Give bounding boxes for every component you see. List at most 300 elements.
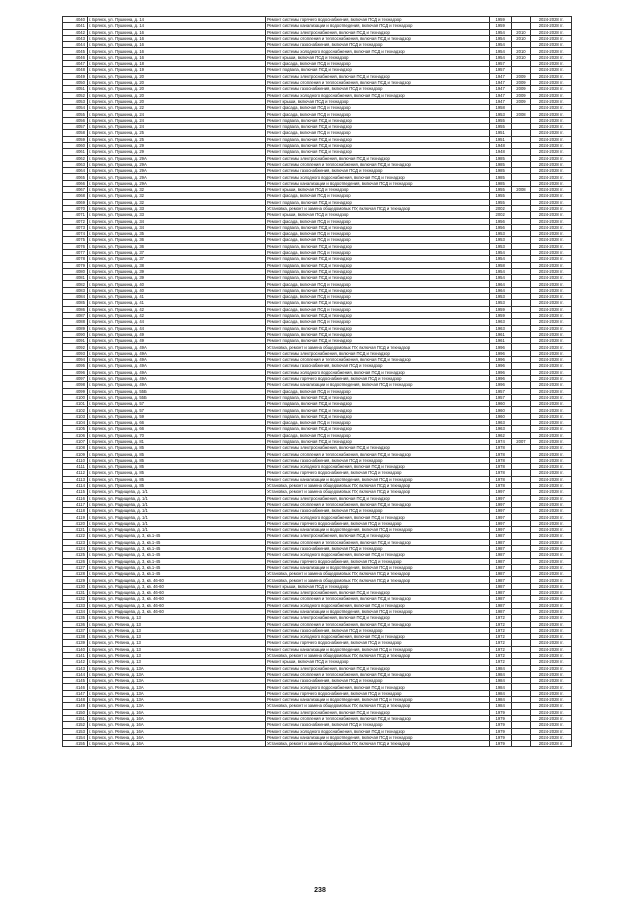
table-row [63, 369, 572, 375]
planned-period-cell: 2024-2028 гг. [531, 357, 572, 363]
planned-period-cell: 2024-2028 гг. [531, 489, 572, 495]
work-type-cell: Ремонт системы электроснабжения, включая ПСД и технадзор [265, 533, 489, 539]
row-number: 4130 [63, 583, 88, 589]
planned-period-cell: 2024-2028 гг. [531, 199, 572, 205]
table-row [63, 42, 572, 48]
planned-period-cell: 2024-2028 гг. [531, 287, 572, 293]
build-year-cell: 1987 [489, 577, 511, 583]
row-number: 4122 [63, 533, 88, 539]
planned-period-cell: 2024-2028 гг. [531, 294, 572, 300]
row-number: 4077 [63, 249, 88, 255]
planned-period-cell: 2024-2028 гг. [531, 117, 572, 123]
planned-period-cell: 2024-2028 гг. [531, 193, 572, 199]
table-row [63, 331, 572, 337]
row-number: 4126 [63, 558, 88, 564]
work-type-cell: Ремонт подвала, включая ПСД и технадзор [265, 199, 489, 205]
table-row [63, 728, 572, 734]
row-number: 4145 [63, 678, 88, 684]
planned-period-cell: 2024-2028 гг. [531, 577, 572, 583]
planned-period-cell: 2024-2028 гг. [531, 111, 572, 117]
row-number: 4060 [63, 142, 88, 148]
planned-period-cell: 2024-2028 гг. [531, 268, 572, 274]
row-number: 4113 [63, 476, 88, 482]
address-cell: г. Брянск, ул. Радищева, д. 3, кв. 46-60 [87, 602, 265, 608]
work-type-cell: Ремонт подвала, включая ПСД и технадзор [265, 401, 489, 407]
build-year-cell: 1957 [489, 61, 511, 67]
table-row [63, 401, 572, 407]
address-cell: г. Брянск, ул. Пушкина, д. 29А [87, 161, 265, 167]
table-row [63, 231, 572, 237]
row-number: 4133 [63, 602, 88, 608]
work-type-cell: Ремонт крыши, включая ПСД и технадзор [265, 583, 489, 589]
build-year-cell: 1985 [489, 174, 511, 180]
work-type-cell: Ремонт подвала, включая ПСД и технадзор [265, 67, 489, 73]
planned-period-cell: 2024-2028 гг. [531, 545, 572, 551]
address-cell: г. Брянск, ул. Радищева, д. 3, кв.1-45 [87, 571, 265, 577]
planned-period-cell: 2024-2028 гг. [531, 583, 572, 589]
build-year-cell: 1947 [489, 73, 511, 79]
planned-period-cell: 2024-2028 гг. [531, 438, 572, 444]
table-row [63, 48, 572, 54]
build-year-cell: 1987 [489, 539, 511, 545]
row-number: 4102 [63, 407, 88, 413]
address-cell: г. Брянск, ул. Пушкина, д. 49А [87, 344, 265, 350]
last-repair-cell: 2010 [511, 54, 531, 60]
work-type-cell: Ремонт системы горячего водоснабжения, включая ПСД и технадзор [265, 558, 489, 564]
address-cell: г. Брянск, ул. Пушкина, д. 39 [87, 275, 265, 281]
build-year-cell: 1953 [489, 300, 511, 306]
planned-period-cell: 2024-2028 гг. [531, 470, 572, 476]
address-cell: г. Брянск, ул. Радищева, д. 3, кв. 46-60 [87, 596, 265, 602]
build-year-cell: 1978 [489, 482, 511, 488]
row-number: 4146 [63, 684, 88, 690]
build-year-cell: 1978 [489, 470, 511, 476]
row-number: 4061 [63, 149, 88, 155]
work-type-cell: Ремонт системы отопления и теплоснабжения, включая ПСД и технадзор [265, 501, 489, 507]
row-number: 4104 [63, 420, 88, 426]
work-type-cell: Ремонт подвала, включая ПСД и технадзор [265, 136, 489, 142]
row-number: 4069 [63, 199, 88, 205]
build-year-cell: 1954 [489, 48, 511, 54]
build-year-cell: 1987 [489, 583, 511, 589]
build-year-cell: 1996 [489, 369, 511, 375]
address-cell: г. Брянск, ул. Пушкина, д. 85 [87, 482, 265, 488]
address-cell: г. Брянск, ул. Пушкина, д. 33 [87, 212, 265, 218]
last-repair-cell: 2009 [511, 86, 531, 92]
work-type-cell: Ремонт фасада, включая ПСД и технадзор [265, 130, 489, 136]
planned-period-cell: 2024-2028 гг. [531, 715, 572, 721]
table-row [63, 338, 572, 344]
planned-period-cell: 2024-2028 гг. [531, 665, 572, 671]
row-number: 4154 [63, 734, 88, 740]
address-cell: г. Брянск, ул. Репина, д. 13 [87, 621, 265, 627]
row-number: 4103 [63, 413, 88, 419]
build-year-cell: 1958 [489, 262, 511, 268]
work-type-cell: Ремонт подвала, включая ПСД и технадзор [265, 124, 489, 130]
address-cell: г. Брянск, ул. Пушкина, д. 29А [87, 180, 265, 186]
build-year-cell: 1953 [489, 111, 511, 117]
address-cell: г. Брянск, ул. Пушкина, д. 41 [87, 294, 265, 300]
planned-period-cell: 2024-2028 гг. [531, 564, 572, 570]
table-row [63, 98, 572, 104]
planned-period-cell: 2024-2028 гг. [531, 142, 572, 148]
work-type-cell: Ремонт фасада, включая ПСД и технадзор [265, 105, 489, 111]
table-row [63, 583, 572, 589]
planned-period-cell: 2024-2028 гг. [531, 646, 572, 652]
row-number: 4040 [63, 17, 88, 23]
row-number: 4057 [63, 124, 88, 130]
work-type-cell: Ремонт фасада, включая ПСД и технадзор [265, 388, 489, 394]
table-row [63, 533, 572, 539]
work-type-cell: Ремонт системы канализации и водоотведения, включая ПСД и технадзор [265, 564, 489, 570]
work-type-cell: Ремонт системы канализации и водоотведения, включая ПСД и технадзор [265, 734, 489, 740]
table-row [63, 23, 572, 29]
planned-period-cell: 2024-2028 гг. [531, 413, 572, 419]
build-year-cell: 1954 [489, 256, 511, 262]
build-year-cell: 1953 [489, 237, 511, 243]
row-number: 4148 [63, 697, 88, 703]
work-type-cell: Ремонт системы газоснабжения, включая ПСД и технадзор [265, 168, 489, 174]
work-type-cell: Ремонт системы отопления и теплоснабжения, включая ПСД и технадзор [265, 596, 489, 602]
planned-period-cell: 2024-2028 гг. [531, 187, 572, 193]
table-row [63, 608, 572, 614]
row-number: 4152 [63, 722, 88, 728]
build-year-cell: 1984 [489, 671, 511, 677]
work-type-cell: Ремонт подвала, включая ПСД и технадзор [265, 275, 489, 281]
row-number: 4149 [63, 703, 88, 709]
build-year-cell: 1985 [489, 168, 511, 174]
row-number: 4076 [63, 243, 88, 249]
work-type-cell: Ремонт крыши, включая ПСД и технадзор [265, 187, 489, 193]
table-row [63, 130, 572, 136]
work-type-cell: Ремонт системы газоснабжения, включая ПСД и технадзор [265, 508, 489, 514]
table-row [63, 35, 572, 41]
row-number: 4121 [63, 527, 88, 533]
row-number: 4070 [63, 205, 88, 211]
planned-period-cell: 2024-2028 гг. [531, 684, 572, 690]
build-year-cell: 1997 [489, 495, 511, 501]
table-row [63, 413, 572, 419]
planned-period-cell: 2024-2028 гг. [531, 48, 572, 54]
work-type-cell: Ремонт системы холодного водоснабжения, включая ПСД и технадзор [265, 514, 489, 520]
table-row [63, 174, 572, 180]
build-year-cell: 1955 [489, 187, 511, 193]
planned-period-cell: 2024-2028 гг. [531, 306, 572, 312]
build-year-cell: 1984 [489, 703, 511, 709]
work-type-cell: Ремонт системы электроснабжения, включая ПСД и технадзор [265, 495, 489, 501]
address-cell: г. Брянск, ул. Пушкина, д. 14 [87, 17, 265, 23]
build-year-cell: 1997 [489, 514, 511, 520]
address-cell: г. Брянск, ул. Репина, д. 13 [87, 659, 265, 665]
address-cell: г. Брянск, ул. Пушкина, д. 39 [87, 268, 265, 274]
build-year-cell: 1987 [489, 608, 511, 614]
address-cell: г. Брянск, ул. Пушкина, д. 59 [87, 413, 265, 419]
address-cell: г. Брянск, ул. Пушкина, д. 20 [87, 79, 265, 85]
row-number: 4049 [63, 73, 88, 79]
address-cell: г. Брянск, ул. Пушкина, д. 81 [87, 438, 265, 444]
table-row [63, 168, 572, 174]
row-number: 4084 [63, 294, 88, 300]
work-type-cell: Ремонт системы электроснабжения, включая ПСД и технадзор [265, 155, 489, 161]
row-number: 4106 [63, 432, 88, 438]
table-row [63, 394, 572, 400]
work-type-cell: Ремонт системы отопления и теплоснабжения, включая ПСД и технадзор [265, 451, 489, 457]
work-type-cell: Ремонт системы канализации и водоотведения, включая ПСД и технадзор [265, 697, 489, 703]
planned-period-cell: 2024-2028 гг. [531, 256, 572, 262]
table-row [63, 552, 572, 558]
address-cell: г. Брянск, ул. Пушкина, д. 57 [87, 407, 265, 413]
row-number: 4092 [63, 344, 88, 350]
row-number: 4143 [63, 665, 88, 671]
work-type-cell: Ремонт подвала, включая ПСД и технадзор [265, 268, 489, 274]
address-cell: г. Брянск, ул. Пушкина, д. 16 [87, 29, 265, 35]
build-year-cell: 1979 [489, 709, 511, 715]
build-year-cell: 1963 [489, 426, 511, 432]
table-row [63, 558, 572, 564]
address-cell: г. Брянск, ул. Пушкина, д. 37 [87, 256, 265, 262]
build-year-cell: 1987 [489, 545, 511, 551]
planned-period-cell: 2024-2028 гг. [531, 86, 572, 92]
build-year-cell: 1979 [489, 722, 511, 728]
planned-period-cell: 2024-2028 гг. [531, 17, 572, 23]
row-number: 4112 [63, 470, 88, 476]
build-year-cell: 1985 [489, 180, 511, 186]
build-year-cell: 1963 [489, 319, 511, 325]
address-cell: г. Брянск, ул. Пушкина, д. 16 [87, 35, 265, 41]
address-cell: г. Брянск, ул. Репина, д. 13А [87, 665, 265, 671]
table-row [63, 690, 572, 696]
table-row [63, 432, 572, 438]
row-number: 4150 [63, 709, 88, 715]
build-year-cell: 1957 [489, 388, 511, 394]
row-number: 4138 [63, 634, 88, 640]
work-type-cell: Установка, ремонт и замена общедомовых ПУ, включая ПСД и технадзор [265, 482, 489, 488]
table-row [63, 73, 572, 79]
planned-period-cell: 2024-2028 гг. [531, 728, 572, 734]
planned-period-cell: 2024-2028 гг. [531, 539, 572, 545]
address-cell: г. Брянск, ул. Пушкина, д. 19 [87, 67, 265, 73]
build-year-cell: 1972 [489, 621, 511, 627]
row-number: 4123 [63, 539, 88, 545]
address-cell: г. Брянск, ул. Пушкина, д. 22 [87, 105, 265, 111]
row-number: 4079 [63, 262, 88, 268]
planned-period-cell: 2024-2028 гг. [531, 363, 572, 369]
table-row [63, 17, 572, 23]
planned-period-cell: 2024-2028 гг. [531, 482, 572, 488]
work-type-cell: Ремонт системы отопления и теплоснабжения, включая ПСД и технадзор [265, 715, 489, 721]
table-row [63, 155, 572, 161]
row-number: 4064 [63, 168, 88, 174]
work-type-cell: Ремонт подвала, включая ПСД и технадзор [265, 287, 489, 293]
row-number: 4114 [63, 482, 88, 488]
work-type-cell: Ремонт фасада, включая ПСД и технадзор [265, 319, 489, 325]
address-cell: г. Брянск, ул. Репина, д. 13 [87, 615, 265, 621]
address-cell: г. Брянск, ул. Пушкина, д. 25 [87, 136, 265, 142]
row-number: 4054 [63, 105, 88, 111]
build-year-cell: 1987 [489, 602, 511, 608]
work-type-cell: Ремонт подвала, включая ПСД и технадзор [265, 426, 489, 432]
address-cell: г. Брянск, ул. Пушкина, д. 42 [87, 312, 265, 318]
last-repair-cell [511, 741, 531, 747]
build-year-cell: 1972 [489, 659, 511, 665]
table-row [63, 212, 572, 218]
build-year-cell: 1961 [489, 331, 511, 337]
work-type-cell: Ремонт подвала, включая ПСД и технадзор [265, 407, 489, 413]
address-cell: г. Брянск, ул. Пушкина, д. 29 [87, 142, 265, 148]
table-row [63, 149, 572, 155]
planned-period-cell: 2024-2028 гг. [531, 325, 572, 331]
work-type-cell: Ремонт системы холодного водоснабжения, включая ПСД и технадзор [265, 552, 489, 558]
table-row [63, 275, 572, 281]
planned-period-cell: 2024-2028 гг. [531, 155, 572, 161]
build-year-cell: 1978 [489, 476, 511, 482]
address-cell: г. Брянск, ул. Репина, д. 13 [87, 627, 265, 633]
row-number: 4055 [63, 111, 88, 117]
table-row [63, 375, 572, 381]
work-type-cell: Ремонт системы отопления и теплоснабжения, включая ПСД и технадзор [265, 357, 489, 363]
build-year-cell: 1972 [489, 615, 511, 621]
row-number: 4058 [63, 130, 88, 136]
row-number: 4056 [63, 117, 88, 123]
planned-period-cell: 2024-2028 гг. [531, 634, 572, 640]
planned-period-cell: 2024-2028 гг. [531, 652, 572, 658]
build-year-cell: 1984 [489, 684, 511, 690]
table-row [63, 224, 572, 230]
planned-period-cell: 2024-2028 гг. [531, 527, 572, 533]
planned-period-cell: 2024-2028 гг. [531, 54, 572, 60]
table-row [63, 268, 572, 274]
table-row [63, 634, 572, 640]
document-sheet [62, 16, 572, 747]
row-number: 4043 [63, 35, 88, 41]
row-number: 4136 [63, 621, 88, 627]
address-cell: г. Брянск, ул. Пушкина, д. 33 [87, 205, 265, 211]
build-year-cell: 1996 [489, 350, 511, 356]
address-cell: г. Брянск, ул. Радищева, д. 3, кв. 46-60 [87, 583, 265, 589]
row-number: 4099 [63, 388, 88, 394]
build-year-cell: 1959 [489, 17, 511, 23]
work-type-cell: Ремонт системы электроснабжения, включая ПСД и технадзор [265, 29, 489, 35]
table-row [63, 426, 572, 432]
build-year-cell: 1964 [489, 287, 511, 293]
table-row [63, 652, 572, 658]
build-year-cell: 1997 [489, 508, 511, 514]
planned-period-cell: 2024-2028 гг. [531, 659, 572, 665]
row-number: 4051 [63, 86, 88, 92]
row-number: 4083 [63, 287, 88, 293]
address-cell: г. Брянск, ул. Пушкина, д. 32 [87, 187, 265, 193]
table-body [63, 17, 572, 747]
planned-period-cell: 2024-2028 гг. [531, 35, 572, 41]
address-cell: г. Брянск, ул. Радищева, д. 3, кв.1-45 [87, 533, 265, 539]
work-type-cell: Ремонт системы канализации и водоотведения, включая ПСД и технадзор [265, 382, 489, 388]
build-year-cell: 1954 [489, 249, 511, 255]
build-year-cell: 1963 [489, 325, 511, 331]
row-number: 4111 [63, 464, 88, 470]
planned-period-cell: 2024-2028 гг. [531, 709, 572, 715]
build-year-cell: 1987 [489, 590, 511, 596]
build-year-cell: 1978 [489, 445, 511, 451]
table-row [63, 564, 572, 570]
build-year-cell: 1972 [489, 652, 511, 658]
work-type-cell: Ремонт системы холодного водоснабжения, включая ПСД и технадзор [265, 464, 489, 470]
work-type-cell: Ремонт системы холодного водоснабжения, включая ПСД и технадзор [265, 92, 489, 98]
planned-period-cell: 2024-2028 гг. [531, 180, 572, 186]
last-repair-cell: 2010 [511, 35, 531, 41]
build-year-cell: 1987 [489, 596, 511, 602]
table-row [63, 665, 572, 671]
planned-period-cell: 2024-2028 гг. [531, 697, 572, 703]
table-row [63, 627, 572, 633]
row-number: 4153 [63, 728, 88, 734]
planned-period-cell: 2024-2028 гг. [531, 168, 572, 174]
work-type-cell: Ремонт подвала, включая ПСД и технадзор [265, 262, 489, 268]
build-year-cell: 1997 [489, 520, 511, 526]
last-repair-cell: 2010 [511, 48, 531, 54]
planned-period-cell: 2024-2028 гг. [531, 457, 572, 463]
address-cell: г. Брянск, ул. Пушкина, д. 49А [87, 363, 265, 369]
address-cell: г. Брянск, ул. Пушкина, д. 29А [87, 168, 265, 174]
planned-period-cell: 2024-2028 гг. [531, 42, 572, 48]
address-cell: г. Брянск, ул. Пушкина, д. 24 [87, 124, 265, 130]
build-year-cell: 1964 [489, 281, 511, 287]
row-number: 4090 [63, 331, 88, 337]
planned-period-cell: 2024-2028 гг. [531, 533, 572, 539]
work-type-cell: Ремонт системы канализации и водоотведения, включая ПСД и технадзор [265, 608, 489, 614]
address-cell: г. Брянск, ул. Репина, д. 16А [87, 741, 265, 747]
work-type-cell: Ремонт фасада, включая ПСД и технадзор [265, 294, 489, 300]
build-year-cell: 1987 [489, 564, 511, 570]
row-number: 4052 [63, 92, 88, 98]
row-number: 4045 [63, 48, 88, 54]
row-number: 4065 [63, 174, 88, 180]
table-row [63, 86, 572, 92]
address-cell: г. Брянск, ул. Пушкина, д. 55Б [87, 394, 265, 400]
planned-period-cell: 2024-2028 гг. [531, 79, 572, 85]
address-cell: г. Брянск, ул. Пушкина, д. 41 [87, 300, 265, 306]
planned-period-cell: 2024-2028 гг. [531, 136, 572, 142]
table-row [63, 350, 572, 356]
build-year-cell: 1954 [489, 268, 511, 274]
address-cell: г. Брянск, ул. Пушкина, д. 44 [87, 325, 265, 331]
work-type-cell: Установка, ремонт и замена общедомовых ПУ, включая ПСД и технадзор [265, 703, 489, 709]
work-type-cell: Ремонт системы горячего водоснабжения, включая ПСД и технадзор [265, 690, 489, 696]
row-number: 4124 [63, 545, 88, 551]
planned-period-cell: 2024-2028 гг. [531, 596, 572, 602]
planned-period-cell: 2024-2028 гг. [531, 262, 572, 268]
work-type-cell: Ремонт подвала, включая ПСД и технадзор [265, 224, 489, 230]
address-cell: г. Брянск, ул. Радищева, д. 3, кв. 46-60 [87, 590, 265, 596]
table-row [63, 671, 572, 677]
planned-period-cell: 2024-2028 гг. [531, 237, 572, 243]
table-row [63, 281, 572, 287]
table-row [63, 577, 572, 583]
planned-period-cell: 2024-2028 гг. [531, 451, 572, 457]
address-cell: г. Брянск, ул. Пушкина, д. 36 [87, 243, 265, 249]
address-cell: г. Брянск, ул. Радищева, д. 3, кв. 46-60 [87, 577, 265, 583]
address-cell: г. Брянск, ул. Пушкина, д. 38 [87, 262, 265, 268]
planned-period-cell: 2024-2028 гг. [531, 338, 572, 344]
row-number: 4078 [63, 256, 88, 262]
row-number: 4144 [63, 671, 88, 677]
table-row [63, 734, 572, 740]
table-row [63, 420, 572, 426]
build-year-cell: 1955 [489, 124, 511, 130]
address-cell: г. Брянск, ул. Пушкина, д. 66 [87, 420, 265, 426]
build-year-cell: 1960 [489, 413, 511, 419]
last-repair-cell: 2009 [511, 79, 531, 85]
build-year-cell: 1987 [489, 552, 511, 558]
